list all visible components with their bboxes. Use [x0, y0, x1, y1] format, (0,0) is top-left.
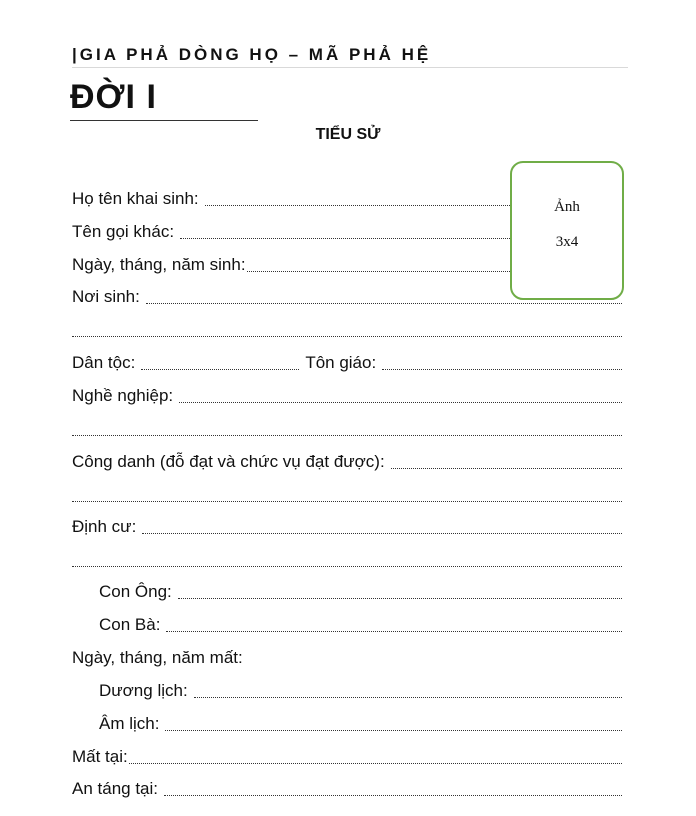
generation-title: ĐỜI I: [70, 78, 157, 116]
residence-continuation[interactable]: [72, 549, 622, 571]
residence-field[interactable]: [72, 516, 622, 538]
achievements-line-2[interactable]: [72, 501, 622, 502]
birth-name-label: Họ tên khai sinh:: [72, 189, 199, 208]
achievements-continuation[interactable]: [72, 484, 622, 506]
occupation-continuation[interactable]: [72, 418, 622, 440]
birth-date-line[interactable]: [247, 271, 512, 272]
lunar-date-line[interactable]: [165, 730, 622, 731]
death-place-field[interactable]: [72, 746, 622, 768]
occupation-field[interactable]: [72, 385, 622, 407]
occupation-line-2[interactable]: [72, 435, 622, 436]
occupation-label: Nghề nghiệp:: [72, 386, 174, 405]
achievements-line[interactable]: [391, 468, 622, 469]
father-line[interactable]: [178, 598, 622, 599]
religion-line[interactable]: [382, 369, 622, 370]
mother-field[interactable]: [99, 614, 622, 636]
lunar-date-field[interactable]: [99, 713, 622, 735]
burial-place-line[interactable]: [164, 795, 622, 796]
religion-label: Tôn giáo:: [305, 353, 377, 372]
other-name-field[interactable]: [72, 221, 512, 243]
photo-placeholder: [510, 161, 624, 300]
ethnicity-religion-field[interactable]: [72, 352, 622, 374]
other-name-label: Tên gọi khác:: [72, 222, 175, 241]
birth-place-label: Nơi sinh:: [72, 287, 140, 306]
mother-line[interactable]: [166, 631, 622, 632]
section-subtitle: TIỂU SỬ: [315, 126, 381, 143]
birth-place-line-2[interactable]: [72, 336, 622, 337]
occupation-line[interactable]: [179, 402, 622, 403]
lunar-date-label: Âm lịch:: [99, 714, 160, 733]
solar-date-field[interactable]: [99, 680, 622, 702]
residence-line-2[interactable]: [72, 566, 622, 567]
birth-name-line[interactable]: [205, 205, 512, 206]
document-header: |GIA PHẢ DÒNG HỌ – MÃ PHẢ HỆ: [72, 45, 628, 68]
birth-date-label: Ngày, tháng, năm sinh:: [72, 255, 246, 274]
father-label: Con Ông:: [99, 582, 172, 601]
birth-date-field[interactable]: [72, 254, 512, 276]
birth-name-field[interactable]: [72, 188, 512, 210]
death-place-line[interactable]: [129, 763, 622, 764]
photo-size-label: 3x4: [555, 234, 579, 250]
death-date-heading: [72, 647, 622, 669]
mother-label: Con Bà:: [99, 615, 161, 634]
ethnicity-line[interactable]: [141, 369, 299, 370]
death-place-label: Mất tại:: [72, 747, 128, 766]
solar-date-label: Dương lịch:: [99, 681, 188, 700]
birth-place-continuation[interactable]: [72, 319, 622, 341]
birth-place-line[interactable]: [146, 303, 622, 304]
burial-place-field[interactable]: [72, 778, 622, 800]
photo-label: Ảnh: [554, 199, 580, 215]
title-underline: [70, 120, 258, 121]
father-field[interactable]: [99, 581, 622, 603]
achievements-field[interactable]: [72, 451, 622, 473]
burial-place-label: An táng tại:: [72, 779, 159, 798]
residence-line[interactable]: [142, 533, 622, 534]
death-date-label: Ngày, tháng, năm mất:: [72, 648, 243, 667]
other-name-line[interactable]: [180, 238, 512, 239]
ethnicity-label: Dân tộc:: [72, 353, 136, 372]
solar-date-line[interactable]: [194, 697, 622, 698]
achievements-label: Công danh (đỗ đạt và chức vụ đạt được):: [72, 452, 385, 471]
residence-label: Định cư:: [72, 517, 137, 536]
